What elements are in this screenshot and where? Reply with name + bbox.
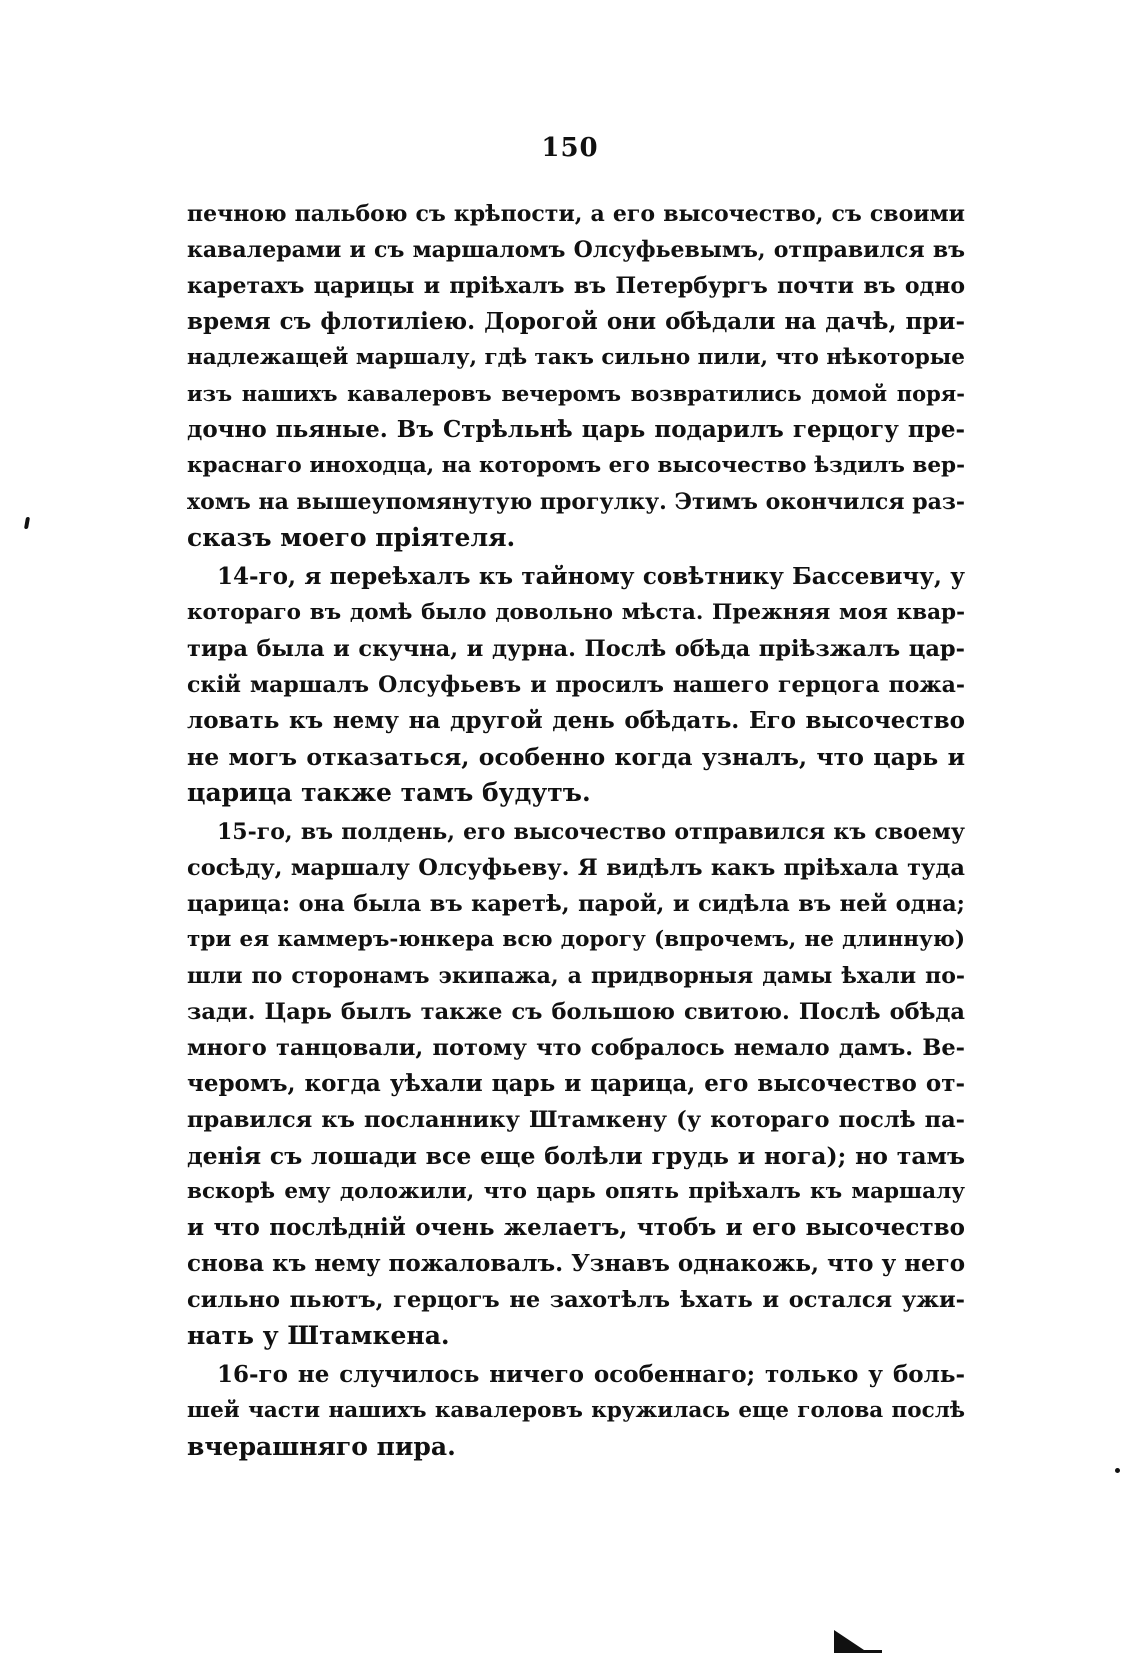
text-line: снова къ нему пожаловалъ. Узнавъ однакожь, что у него bbox=[187, 1250, 966, 1277]
paragraph-day-14 bbox=[187, 559, 965, 811]
text-line: правился къ посланнику Штамкену (у котораго послѣ па- bbox=[187, 1107, 965, 1133]
paragraph-day-15 bbox=[187, 814, 965, 1354]
corner-scan-mark bbox=[834, 1630, 864, 1650]
text-line: сильно пьютъ, герцогъ не захотѣлъ ѣхать и остался ужи- bbox=[187, 1287, 965, 1313]
text-line: денія съ лошади все еще болѣли грудь и нога); но тамъ bbox=[187, 1142, 965, 1170]
text-line: сказъ моего пріятеля. bbox=[187, 523, 516, 552]
text-line: хомъ на вышеупомянутую прогулку. Этимъ окончился раз- bbox=[187, 489, 965, 515]
text-line: шли по сторонамъ экипажа, а придворныя дамы ѣхали по- bbox=[187, 963, 965, 989]
text-line: много танцовали, потому что собралось немало дамъ. Ве- bbox=[187, 1035, 965, 1061]
paragraph-continuation bbox=[187, 196, 965, 556]
text-line: скій маршалъ Олсуфьевъ и просилъ нашего герцога пожа- bbox=[187, 672, 965, 698]
text-body bbox=[187, 196, 965, 1468]
text-line: 16-го не случилось ничего особеннаго; только у боль- bbox=[217, 1361, 965, 1388]
text-line: нать у Штамкена. bbox=[187, 1321, 450, 1350]
text-line: тира была и скучна, и дурна. Послѣ обѣда пріѣзжалъ цар- bbox=[187, 636, 965, 662]
paragraph-day-16 bbox=[187, 1357, 965, 1465]
text-line: каретахъ царицы и пріѣхалъ въ Петербургъ почти въ одно bbox=[187, 273, 965, 299]
text-line: надлежащей маршалу, гдѣ такъ сильно пили, что нѣкоторые bbox=[187, 345, 965, 370]
page-number: 150 bbox=[541, 133, 599, 163]
text-line: печною пальбою съ крѣпости, а его высочество, съ своими bbox=[187, 201, 965, 227]
text-line: кавалерами и съ маршаломъ Олсуфьевымъ, отправился въ bbox=[187, 237, 965, 263]
text-line: котораго въ домѣ было довольно мѣста. Прежняя моя квар- bbox=[187, 600, 965, 625]
margin-ink-dot bbox=[1115, 1468, 1120, 1473]
text-line: царица: она была въ каретѣ, парой, и сидѣла въ ней одна; bbox=[187, 891, 965, 917]
text-line: вскорѣ ему доложили, что царь опять пріѣхалъ къ маршалу bbox=[187, 1179, 965, 1204]
margin-ink-mark bbox=[24, 517, 30, 529]
text-line: дочно пьяные. Въ Стрѣльнѣ царь подарилъ герцогу пре- bbox=[187, 416, 965, 443]
text-line: царица также тамъ будутъ. bbox=[187, 778, 591, 807]
text-line: краснаго иноходца, на которомъ его высочество ѣздилъ вер- bbox=[187, 453, 965, 478]
text-line: вчерашняго пира. bbox=[187, 1432, 456, 1461]
text-line: сосѣду, маршалу Олсуфьеву. Я видѣлъ какъ пріѣхала туда bbox=[187, 855, 965, 881]
text-line: ловать къ нему на другой день обѣдать. Его высочество bbox=[187, 707, 965, 734]
text-line: 15-го, въ полдень, его высочество отправился къ своему bbox=[217, 819, 965, 845]
text-line: изъ нашихъ кавалеровъ вечеромъ возвратились домой поря- bbox=[187, 381, 965, 406]
text-line: зади. Царь былъ также съ большою свитою. Послѣ обѣда bbox=[187, 999, 965, 1025]
corner-scan-bar bbox=[834, 1650, 882, 1653]
text-line: время съ флотиліею. Дорогой они обѣдали на дачѣ, при- bbox=[187, 308, 965, 335]
text-line: не могъ отказаться, особенно когда узналъ, что царь и bbox=[187, 743, 965, 771]
text-line: три ея каммеръ-юнкера всю дорогу (впрочемъ, не длинную) bbox=[187, 927, 965, 952]
text-line: черомъ, когда уѣхали царь и царица, его высочество от- bbox=[187, 1070, 965, 1097]
text-line: и что послѣдній очень желаетъ, чтобъ и его высочество bbox=[187, 1214, 965, 1241]
text-line: 14-го, я переѣхалъ къ тайному совѣтнику Бассевичу, у bbox=[217, 563, 965, 590]
text-line: шей части нашихъ кавалеровъ кружилась еще голова послѣ bbox=[187, 1398, 965, 1423]
